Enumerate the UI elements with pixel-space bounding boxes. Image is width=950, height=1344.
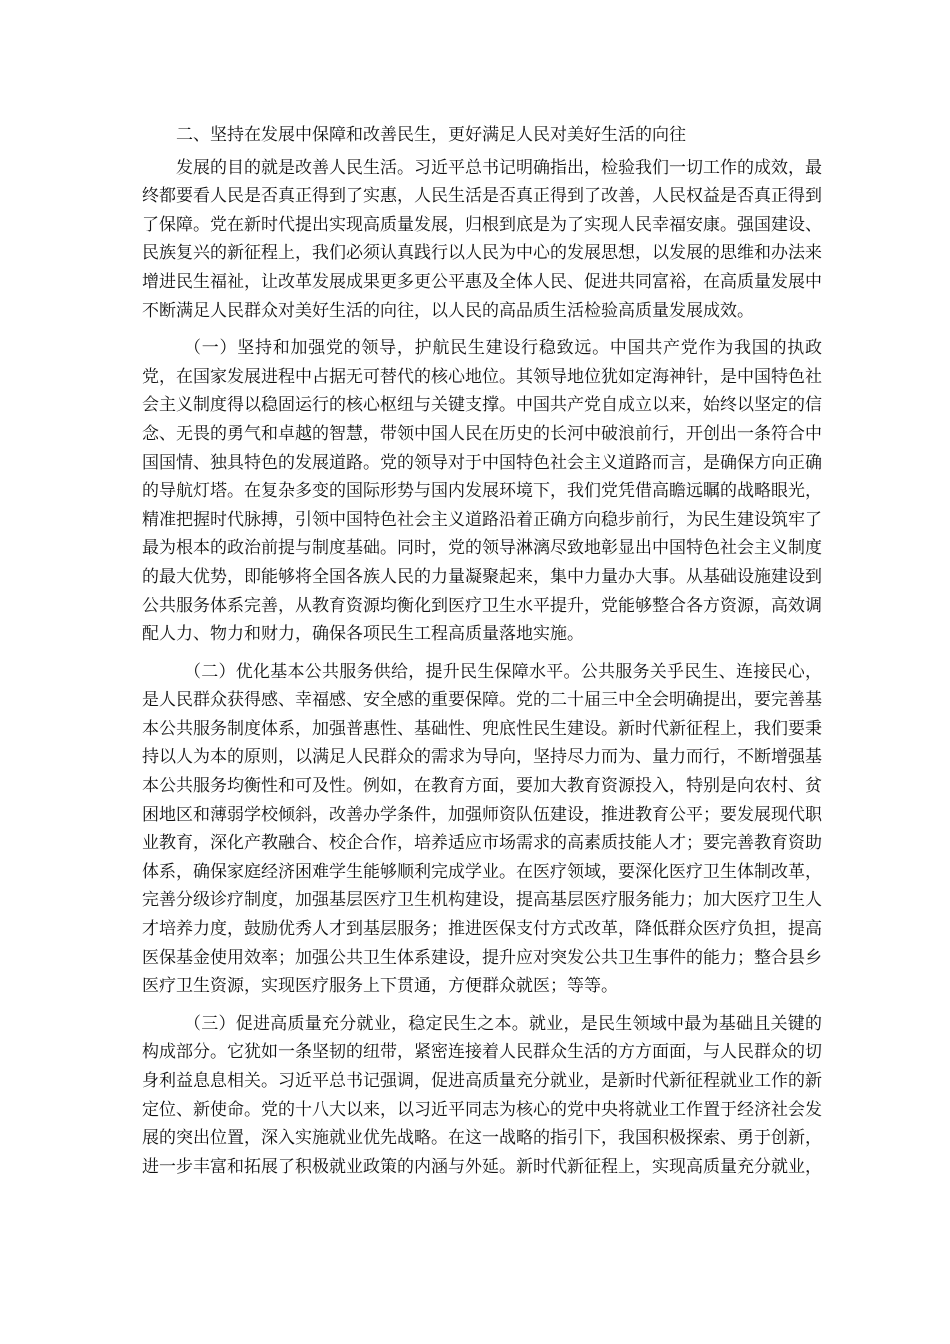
part-two-paragraph: （二）优化基本公共服务供给，提升民生保障水平。公共服务关乎民生、连接民心，是人民群众获得感、幸福感、安全感的重要保障。党的二十届三中全会明确提出，要完善基本公共服务制度体系，加强普惠性、基础性、兜底性民生建设。新时代新征程上，我们要秉持以人为本的原则，以满足人民群众的需求为导向，坚持尽力而为、量力而行，不断增强基本公共服务均衡性和可及性。例如，在教育方面，要加大教育资源投入，特别是向农村、贫困地区和薄弱学校倾斜，改善办学条件，加强师资队伍建设，推进教育公平；要发展现代职业教育，深化产教融合、校企合作，培养适应市场需求的高素质技能人才；要完善教育资助体系，确保家庭经济困难学生能够顺利完成学业。在医疗领域，要深化医疗卫生体制改革，完善分级诊疗制度，加强基层医疗卫生机构建设，提高基层医疗服务能力；加大医疗卫生人才培养力度，鼓励优秀人才到基层服务；推进医保支付方式改革，降低群众医疗负担，提高医保基金使用效率；加强公共卫生体系建设，提升应对突发公共卫生事件的能力；整合县乡医疗卫生资源，实现医疗服务上下贯通，方便群众就医；等等。 — [142, 661, 822, 997]
part-one-paragraph: （一）坚持和加强党的领导，护航民生建设行稳致远。中国共产党作为我国的执政党，在国家发展进程中占据无可替代的核心地位。其领导地位犹如定海神针，是中国特色社会主义制度得以稳固运行的核心枢纽与关键支撑。中国共产党自成立以来，始终以坚定的信念、无畏的勇气和卓越的智慧，带领中国人民在历史的长河中破浪前行，开创出一条符合中国国情、独具特色的发展道路。党的领导对于中国特色社会主义道路而言，是确保方向正确的导航灯塔。在复杂多变的国际形势与国内发展环境下，我们党凭借高瞻远瞩的战略眼光，精准把握时代脉搏，引领中国特色社会主义道路沿着正确方向稳步前行，为民生建设筑牢了最为根本的政治前提与制度基础。同时，党的领导淋漓尽致地彰显出中国特色社会主义制度的最大优势，即能够将全国各族人民的力量凝聚起来，集中力量办大事。从基础设施建设到公共服务体系完善，从教育资源均衡化到医疗卫生水平提升，党能够整合各方资源，高效调配人力、物力和财力，确保各项民生工程高质量落地实施。 — [142, 338, 822, 645]
intro-paragraph: 发展的目的就是改善人民生活。习近平总书记明确指出，检验我们一切工作的成效，最终都要看人民是否真正得到了实惠，人民生活是否真正得到了改善，人民权益是否真正得到了保障。党在新时代提出实现高质量发展，归根到底是为了实现人民幸福安康。强国建设、民族复兴的新征程上，我们必须认真践行以人民为中心的发展思想，以发展的思维和办法来增进民生福祉，让改革发展成果更多更公平惠及全体人民、促进共同富裕，在高质量发展中不断满足人民群众对美好生活的向往，以人民的高品质生活检验高质量发展成效。 — [142, 157, 822, 321]
document-body — [142, 121, 822, 1190]
section-heading: 二、坚持在发展中保障和改善民生，更好满足人民对美好生活的向往 — [176, 125, 686, 145]
part-three-paragraph: （三）促进高质量充分就业，稳定民生之本。就业，是民生领域中最为基础且关键的构成部分。它犹如一条坚韧的纽带，紧密连接着人民群众生活的方方面面，与人民群众的切身利益息息相关。习近平总书记强调，促进高质量充分就业，是新时代新征程就业工作的新定位、新使命。党的十八大以来，以习近平同志为核心的党中央将就业工作置于经济社会发展的突出位置，深入实施就业优先战略。在这一战略的指引下，我国积极探索、勇于创新，进一步丰富和拓展了积极就业政策的内涵与外延。新时代新征程上，实现高质量充分就业， — [142, 1013, 822, 1177]
